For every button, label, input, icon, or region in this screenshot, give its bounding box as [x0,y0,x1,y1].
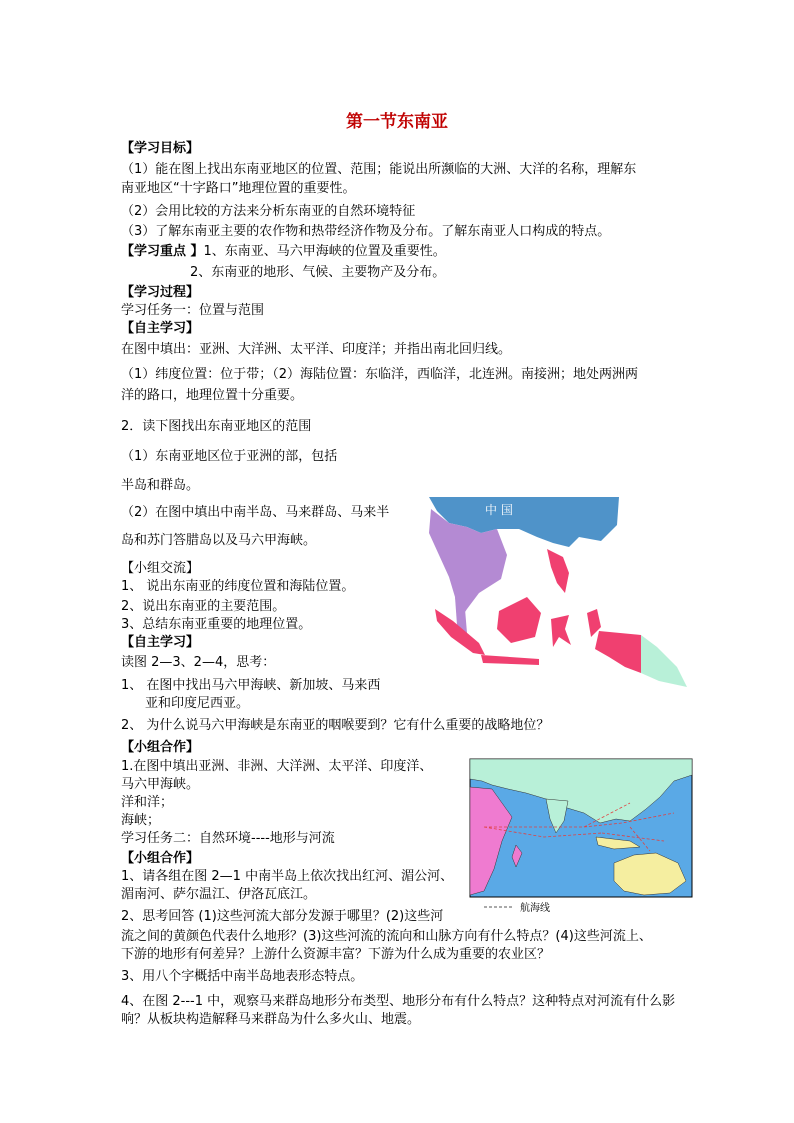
text-line: 学习任务二：自然环境----地形与河流 [121,831,335,846]
text-line [121,243,446,260]
text-line: 学习任务一：位置与范围 [121,303,265,318]
text-line: 洋和洋； [121,795,174,810]
text-line: 南亚地区“十字路口”地理位置的重要性。 [121,181,356,196]
text-line: （2）在图中填出中南半岛、马来群岛、马来半 [121,505,390,520]
text-line: 4、在图 2---1 中，观察马来群岛地形分布类型、地形分布有什么特点？这种特点对河流有什么影 [121,994,676,1009]
text-line: （3）了解东南亚主要的农作物和热带经济作物及分布。了解东南亚人口构成的特点。 [121,224,611,239]
text-line: 马六甲海峡。 [121,777,200,792]
text-line: 湄南河、萨尔温江、伊洛瓦底江。 [121,887,317,902]
text-line: 下游的地形有何差异？上游什么资源丰富？下游为什么成为重要的农业区？ [121,947,551,962]
text-line: 【学习目标】 [121,141,200,156]
text-line: 2、说出东南亚的主要范围。 [121,599,286,614]
text-line: 1、 说出东南亚的纬度位置和海陆位置。 [121,579,355,594]
text-line: 1.在图中填出亚洲、非洲、大洋洲、太平洋、印度洋、 [121,759,433,774]
page-title: 第一节东南亚 [346,112,448,132]
text-line: （1）能在图上找出东南亚地区的位置、范围；能说出所濒临的大洲、大洋的名称，理解东 [121,162,637,177]
bold-prefix: 【学习重点 】 [121,244,204,259]
text-line: 响？从板块构造解释马来群岛为什么多火山、地震。 [121,1012,421,1027]
text-line: 2．读下图找出东南亚地区的范围 [121,419,312,434]
text-line: 2、思考回答 (1)这些河流大部分发源于哪里？(2)这些河 [121,909,444,924]
line-rest: 1、东南亚、马六甲海峡的位置及重要性。 [203,244,446,259]
southeast-asia-map [419,497,687,689]
text-line: 在图中填出：亚洲、大洋洲、太平洋、印度洋；并指出南北回归线。 [121,342,512,357]
text-line: 2、东南亚的地形、气候、主要物产及分布。 [190,265,446,280]
text-line: 1、请各组在图 2—1 中南半岛上依次找出红河、湄公河、 [121,869,454,884]
text-line: 【小组交流】 [121,561,200,576]
text-line: 【小组合作】 [121,740,200,755]
text-line: 【自主学习】 [121,321,200,336]
text-line: 【学习过程】 [121,285,200,300]
shipping-route-map [464,757,696,915]
text-line: 【自主学习】 [121,635,200,650]
text-line: 【小组合作】 [121,851,200,866]
text-line: 1、 在图中找出马六甲海峡、新加坡、马来西 [121,678,381,693]
text-line: 3、用八个字概括中南半岛地表形态特点。 [121,969,364,984]
text-line: 洋的路口，地理位置十分重要。 [121,388,304,403]
text-line: 3、总结东南亚重要的地理位置。 [121,617,312,632]
text-line: 读图 2—3、2—4，思考： [121,655,276,670]
text-line: （2）会用比较的方法来分析东南亚的自然环境特征 [121,204,416,219]
text-line: 流之间的黄颜色代表什么地形？(3)这些河流的流向和山脉方向有什么特点？(4)这些河流上、 [121,929,652,944]
text-line: 海峡； [121,813,161,828]
text-line: （1）纬度位置：位于带；（2）海陆位置：东临洋，西临洋，北连洲。南接洲；地处两洲两 [121,367,639,382]
text-line: 岛和苏门答腊岛以及马六甲海峡。 [121,533,317,548]
text-line: 半岛和群岛。 [121,478,200,493]
legend-label: 航海线 [520,903,550,914]
text-line: （1）东南亚地区位于亚洲的部，包括 [121,449,338,464]
text-line: 2、 为什么说马六甲海峡是东南亚的咽喉要到？它有什么重要的战略地位？ [121,718,550,733]
china-label: 中 国 [485,503,513,517]
text-line: 亚和印度尼西亚。 [145,696,250,711]
